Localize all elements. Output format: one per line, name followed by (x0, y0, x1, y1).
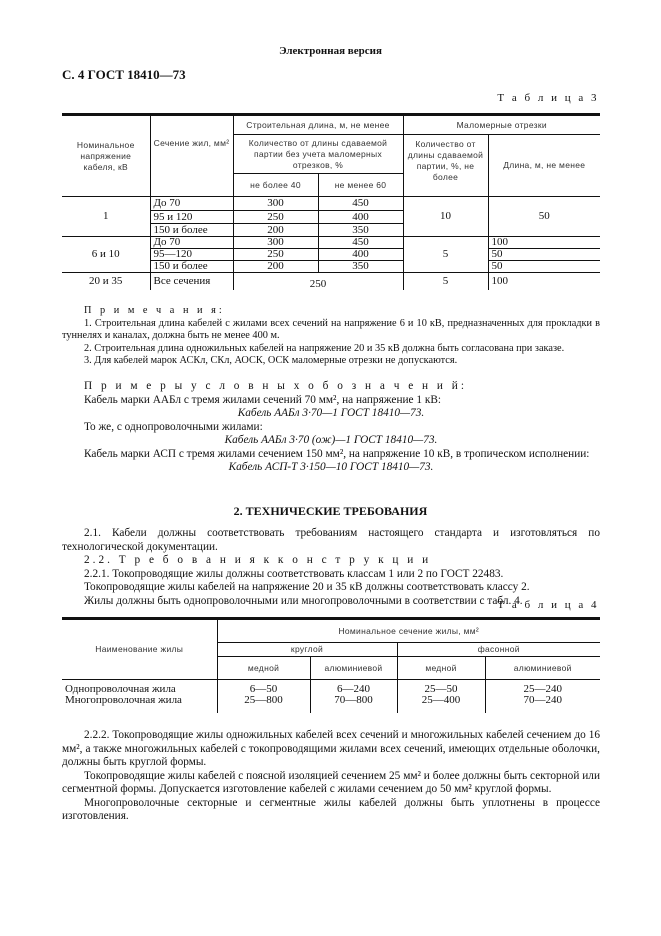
section-cell: 95—120 (150, 249, 233, 261)
example-code: Кабель ААБл 3·70—1 ГОСТ 18410—73. (237, 407, 425, 419)
note-item: 3. Для кабелей марок АСКл, СКл, АОСК, ОСК маломерные отрезки не допускаются. (84, 355, 458, 367)
length-cell: 50 (488, 197, 600, 237)
paragraph: Многопроволочные секторные и сегментные жилы кабелей должны быть уплотнены в процессе изготовления. (62, 796, 600, 822)
table4-caption: Т а б л и ц а 4 (497, 599, 599, 611)
header-aluminium: алюминиевой (485, 657, 600, 680)
table-4 (62, 617, 600, 713)
example-code: Кабель ААБл 3·70 (ож)—1 ГОСТ 18410—73. (224, 434, 438, 446)
header-round: круглой (217, 643, 397, 657)
value-cell: 250 (233, 249, 318, 261)
document-id: С. 4 ГОСТ 18410—73 (62, 67, 186, 82)
paragraph: Токопроводящие жилы кабелей на напряжение 20 и 35 кВ должны соответствовать классу 2. (84, 581, 530, 593)
header-name: Наименование жилы (62, 619, 217, 680)
section-cell: Все сечения (150, 273, 233, 291)
header-min60: не менее 60 (318, 174, 403, 197)
section-cell: До 70 (150, 197, 233, 211)
section-title: 2. ТЕХНИЧЕСКИЕ ТРЕБОВАНИЯ (233, 504, 428, 518)
length-cell: 50 (488, 261, 600, 273)
length-cell: 100 (488, 237, 600, 249)
section-cell: 150 и более (150, 224, 233, 237)
examples-title: П р и м е р ы у с л о в н ы х о б о з н а ч е н и й: (84, 380, 467, 392)
voltage-cell: 20 и 35 (89, 275, 123, 287)
value-cell: 400 (318, 249, 403, 261)
paragraph: 2.1. Кабели должны соответствовать требованиям настоящего стандарта и изготовляться по технологической документации. (62, 527, 600, 553)
subsection-title: 2.2. Т р е б о в а н и я к к о н с т р у к ц и и (84, 554, 432, 566)
header-shaped: фасонной (397, 643, 600, 657)
table-3 (62, 113, 600, 290)
row-name: Многопроволочная жила (65, 694, 182, 706)
example-text: Кабель марки АСП с тремя жилами сечением 150 мм², на напряжение 10 кВ, в тропическом исполнении: (84, 447, 590, 460)
section222-text (62, 729, 600, 824)
header-copper: медной (217, 657, 310, 680)
value-cell: 25—50 (397, 680, 485, 696)
value-cell: 25—240 (485, 680, 600, 696)
length-cell: 50 (488, 249, 600, 261)
length-cell: 100 (488, 273, 600, 291)
value-cell: 350 (318, 224, 403, 237)
voltage-cell: 6 и 10 (62, 237, 150, 273)
value-cell: 450 (318, 197, 403, 211)
header-short-share: Количество от длины сдаваемой партии, %, не более (403, 135, 488, 197)
example-code: Кабель АСП-Т 3·150—10 ГОСТ 18410—73. (228, 461, 434, 473)
paragraph: 2.2.1. Токопроводящие жилы должны соответствовать классам 1 или 2 по ГОСТ 22483. (84, 567, 504, 580)
value-cell: 200 (233, 224, 318, 237)
header-short-pieces: Маломерные отрезки (403, 115, 600, 135)
value-cell: 250 (233, 211, 318, 224)
paragraph: Токопроводящие жилы кабелей с поясной изоляцией сечением 25 мм² и более должны быть секторной или сегментной формы. Допускается изготовление кабелей с жилами сечением до 50 мм² круглой формы. (62, 769, 600, 795)
value-cell: 450 (318, 237, 403, 249)
example-text: Кабель марки ААБл с тремя жилами сечений 70 мм², на напряжение 1 кВ: (84, 393, 442, 406)
header-section: Сечение жил, мм² (150, 115, 233, 197)
version-header: Электронная версия (279, 45, 382, 57)
value-cell: 6—240 (310, 680, 397, 696)
section-cell: До 70 (150, 237, 233, 249)
section2-text (62, 527, 600, 608)
header-build-length: Строительная длина, м, не менее (233, 115, 403, 135)
header-share-without: Количество от длины сдаваемой партии без учета маломерных отрезков, % (233, 135, 403, 174)
value-cell: 400 (318, 211, 403, 224)
value-cell: 200 (233, 261, 318, 273)
section-cell: 95 и 120 (150, 211, 233, 224)
note-item: 1. Строительная длина кабелей с жилами всех сечений на напряжение 6 и 10 кВ, предназначенных для прокладки в туннелях и каналах, должна быть не менее 400 м. (62, 317, 600, 342)
value-cell: 250 (233, 273, 403, 291)
note-item: 2. Строительная длина одножильных кабелей на напряжение 20 и 35 кВ должна быть согласована при заказе. (84, 342, 565, 354)
voltage-cell: 1 (103, 210, 109, 222)
examples (62, 380, 600, 475)
share-cell: 5 (403, 273, 488, 291)
header-max40: не более 40 (233, 174, 318, 197)
paragraph: Жилы должны быть однопроволочными или многопроволочными в соответствии с табл. 4. (84, 594, 523, 607)
section-cell: 150 и более (150, 261, 233, 273)
value-cell: 300 (233, 197, 318, 211)
value-cell: 70—800 (310, 695, 397, 713)
header-nominal: Номинальное сечение жилы, мм² (217, 619, 600, 643)
row-name: Однопроволочная жила (65, 683, 176, 695)
header-aluminium: алюминиевой (310, 657, 397, 680)
share-cell: 10 (403, 197, 488, 237)
header-copper: медной (397, 657, 485, 680)
value-cell: 25—400 (397, 695, 485, 713)
table3-caption: Т а б л и ц а 3 (497, 92, 599, 104)
notes-title: П р и м е ч а н и я: (84, 305, 225, 316)
value-cell: 70—240 (485, 695, 600, 713)
paragraph: 2.2.2. Токопроводящие жилы одножильных кабелей всех сечений и многожильных кабелей сечением до 16 мм², а также многожильных кабелей с токопроводящими жилами всех сечений, имеющих отдельные оболочки, должны быть круглой формы. (62, 729, 600, 768)
header-voltage: Номинальное напряжение кабеля, кВ (76, 139, 135, 172)
example-text: То же, с однопроволочными жилами: (84, 420, 263, 433)
header-short-length: Длина, м, не менее (488, 135, 600, 197)
value-cell: 25—800 (217, 695, 310, 713)
value-cell: 6—50 (217, 680, 310, 696)
value-cell: 350 (318, 261, 403, 273)
value-cell: 300 (233, 237, 318, 249)
notes (62, 305, 600, 368)
share-cell: 5 (403, 237, 488, 273)
